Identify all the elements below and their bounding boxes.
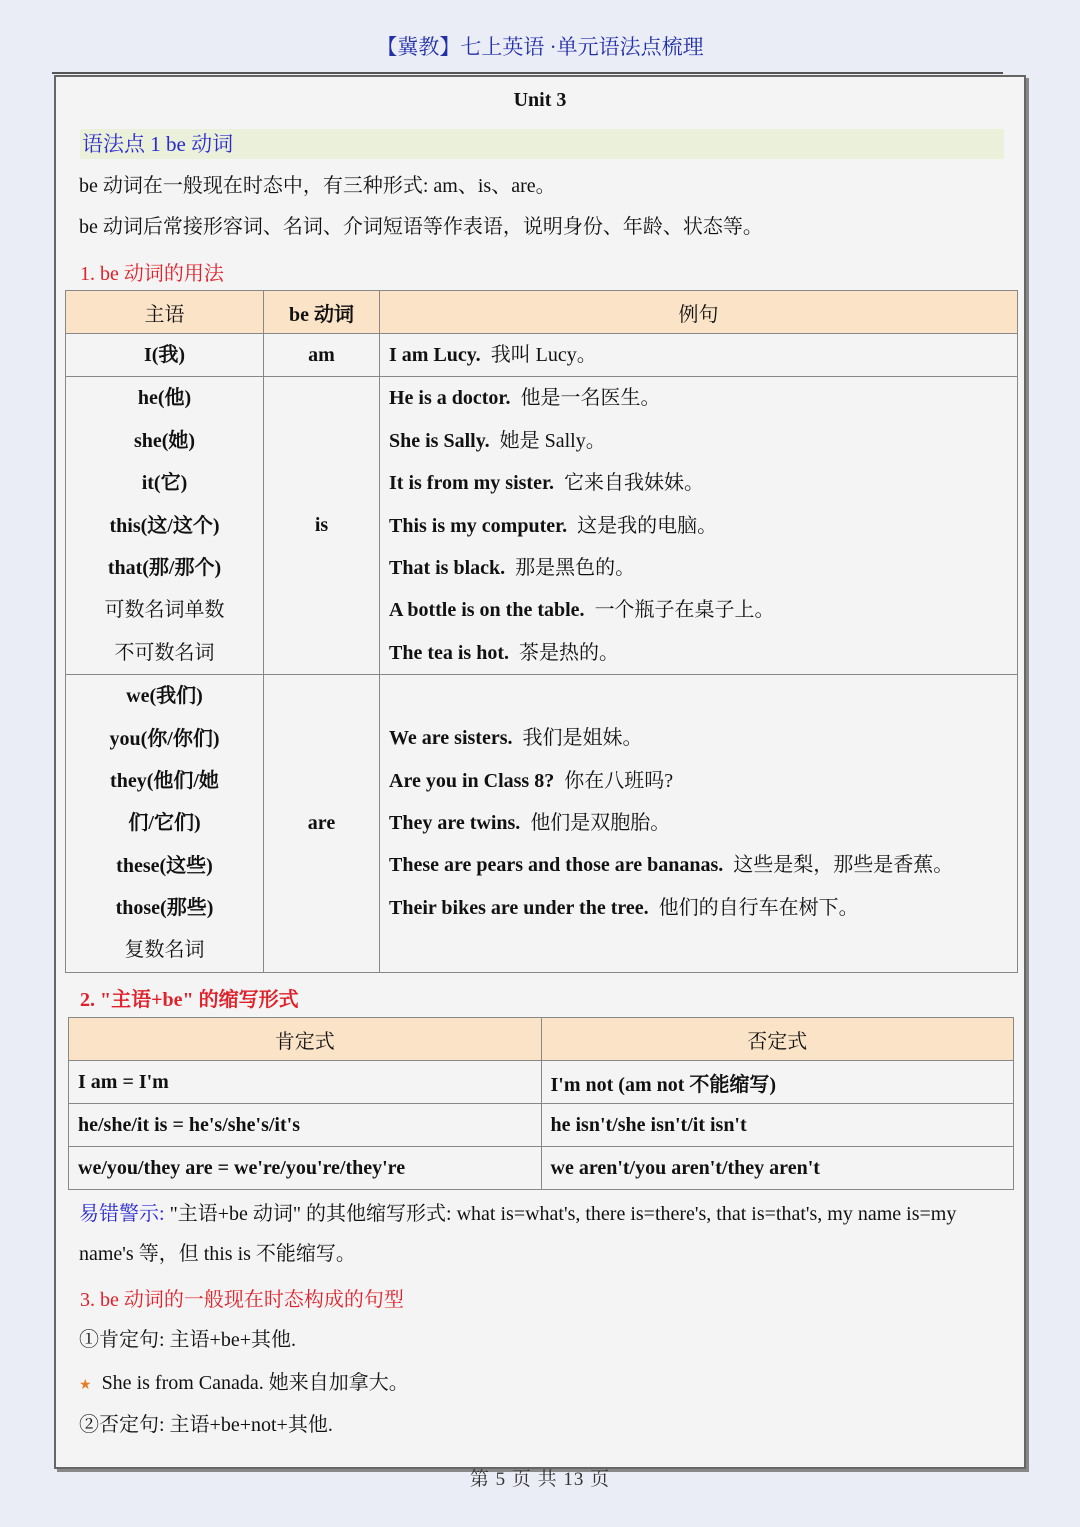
example-sentence: She is Sally. 她是 Sally。 bbox=[389, 429, 606, 452]
table-row-am bbox=[66, 334, 1018, 377]
header-be-verb: be 动词 bbox=[264, 291, 380, 334]
affirmative-cell: he/she/it is = he's/she's/it's bbox=[69, 1104, 542, 1147]
table-row bbox=[69, 1104, 1014, 1147]
negative-cell: we aren't/you aren't/they aren't bbox=[541, 1147, 1014, 1190]
be-verb-cell: are bbox=[264, 675, 380, 973]
be-verb-cell: is bbox=[264, 377, 380, 675]
contraction-table bbox=[68, 1017, 1014, 1190]
table-header-row bbox=[66, 291, 1018, 334]
example-sentence: This is my computer. 这是我的电脑。 bbox=[389, 514, 718, 537]
table-row bbox=[69, 1147, 1014, 1190]
subject-item: 可数名词单数 bbox=[104, 599, 225, 622]
subject-item: it(它) bbox=[141, 472, 188, 495]
header-affirmative: 肯定式 bbox=[69, 1018, 542, 1061]
subject-item: this(这/这个) bbox=[109, 514, 220, 537]
subject-cell bbox=[66, 675, 264, 973]
warning-text: "主语+be 动词" 的其他缩写形式: what is=what's, there is=there's, that is=that's, my name is=my name's 等，但 this is 不能缩写。 bbox=[79, 1203, 957, 1265]
subject-item: that(那/那个) bbox=[107, 556, 222, 579]
subject-item: you(你/你们) bbox=[109, 727, 220, 750]
table-row bbox=[69, 1061, 1014, 1104]
subject-item: 们/它们) bbox=[128, 812, 201, 835]
example-sentence: We are sisters. 我们是姐妹。 bbox=[389, 727, 643, 750]
affirmative-cell: we/you/they are = we're/you're/they're bbox=[69, 1147, 542, 1190]
example-cell bbox=[380, 675, 1018, 973]
intro-line-1: be 动词在一般现在时态中，有三种形式: am、is、are。 bbox=[79, 175, 556, 197]
example-sentence: Their bikes are under the tree. 他们的自行车在树下。 bbox=[389, 896, 859, 919]
example-sentence: That is black. 那是黑色的。 bbox=[389, 556, 636, 579]
part3-heading: 3. be 动词的一般现在时态构成的句型 bbox=[80, 1289, 404, 1311]
subject-item: these(这些) bbox=[116, 854, 213, 877]
table-header-row bbox=[69, 1018, 1014, 1061]
subject-item: 复数名词 bbox=[124, 939, 205, 962]
example-sentence: Are you in Class 8? 你在八班吗? bbox=[389, 769, 674, 792]
part2-heading: 2. "主语+be" 的缩写形式 bbox=[80, 989, 299, 1011]
example-sentence: A bottle is on the table. 一个瓶子在桌子上。 bbox=[389, 599, 775, 622]
example-sentence: They are twins. 他们是双胞胎。 bbox=[389, 811, 671, 834]
negative-cell: he isn't/she isn't/it isn't bbox=[541, 1104, 1014, 1147]
part1-heading: 1. be 动词的用法 bbox=[80, 263, 224, 285]
subject-item: those(那些) bbox=[115, 897, 214, 920]
example-item: ★ She is from Canada. 她来自加拿大。 bbox=[79, 1372, 409, 1394]
negative-cell: I'm not (am not 不能缩写) bbox=[541, 1061, 1014, 1104]
affirmative-pattern: ①肯定句: 主语+be+其他. bbox=[79, 1329, 296, 1351]
table-row-are bbox=[66, 675, 1018, 973]
example-sentence: The tea is hot. 茶是热的。 bbox=[389, 641, 619, 664]
header-rule bbox=[52, 72, 1003, 74]
be-usage-table bbox=[65, 290, 1018, 973]
unit-title: Unit 3 bbox=[513, 89, 567, 111]
table-row-is bbox=[66, 377, 1018, 675]
example-cell bbox=[380, 377, 1018, 675]
example-cell bbox=[380, 334, 1018, 377]
subject-item: 不可数名词 bbox=[114, 641, 215, 664]
subject-item: they(他们/她 bbox=[110, 769, 219, 792]
document-header: 【冀教】七上英语 ·单元语法点梳理 bbox=[376, 35, 704, 59]
negative-pattern: ②否定句: 主语+be+not+其他. bbox=[79, 1414, 333, 1436]
example-sentence: I am Lucy. 我叫 Lucy。 bbox=[389, 344, 597, 366]
section-title: 语法点 1 be 动词 bbox=[80, 129, 1004, 159]
header-subject: 主语 bbox=[66, 291, 264, 334]
example-spacer bbox=[389, 929, 1017, 971]
intro-line-2: be 动词后常接形容词、名词、介词短语等作表语，说明身份、年龄、状态等。 bbox=[79, 216, 763, 238]
subject-cell bbox=[66, 334, 264, 377]
star-icon: ★ bbox=[79, 1378, 92, 1393]
example-sentence: It is from my sister. 它来自我妹妹。 bbox=[389, 472, 704, 495]
subject-item: I(我) bbox=[143, 344, 186, 366]
subject-item: we(我们) bbox=[126, 685, 203, 708]
example-sentence: These are pears and those are bananas. 这些是梨，那些是香蕉。 bbox=[389, 854, 954, 877]
be-verb-cell: am bbox=[264, 334, 380, 377]
warning-note bbox=[79, 1194, 1009, 1274]
header-negative: 否定式 bbox=[541, 1018, 1014, 1061]
content-box bbox=[54, 75, 1026, 1469]
subject-cell bbox=[66, 377, 264, 675]
subject-item: he(他) bbox=[137, 387, 192, 410]
page-footer: 第 5 页 共 13 页 bbox=[469, 1469, 611, 1490]
subject-item: she(她) bbox=[133, 429, 196, 452]
warning-label: 易错警示: bbox=[79, 1203, 165, 1225]
example-sentence: He is a doctor. 他是一名医生。 bbox=[389, 387, 661, 410]
header-example: 例句 bbox=[380, 291, 1018, 334]
affirmative-cell: I am = I'm bbox=[69, 1061, 542, 1104]
